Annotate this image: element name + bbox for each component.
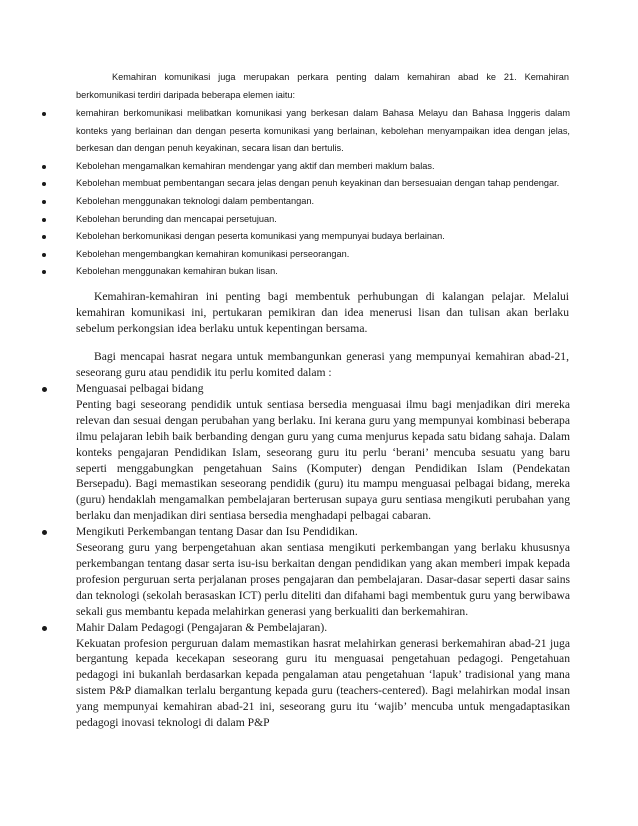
list-item: Kebolehan membuat pembentangan secara jelas dengan penuh keyakinan dan bersesuaian dengan tahap pendengar. [40,175,570,193]
list-item [40,524,570,619]
communication-skills-list [40,105,570,281]
commitment-heading: Menguasai pelbagai bidang [76,382,204,395]
intro-paragraph: Kemahiran komunikasi juga merupakan perkara penting dalam kemahiran abad ke 21. Kemahiran berkomunikasi terdiri daripada beberapa elemen iaitu: [76,72,569,100]
list-item [40,381,570,524]
commitment-heading: Mengikuti Perkembangan tentang Dasar dan Isu Pendidikan. [76,525,358,539]
paragraph-hasrat: Bagi mencapai hasrat negara untuk membangunkan generasi yang mempunyai kemahiran abad-21, seseorang guru atau pendidik itu perlu komited dalam : [76,350,569,379]
list-item [40,620,570,731]
teacher-commitments-list [40,381,570,731]
commitment-heading: Mahir Dalam Pedagogi (Pengajaran & Pembelajaran). [76,620,328,634]
list-item: Kebolehan menggunakan kemahiran bukan lisan. [40,263,570,281]
list-item: Kebolehan mengamalkan kemahiran mendengar yang aktif dan memberi maklum balas. [40,158,570,176]
list-item: Kebolehan mengembangkan kemahiran komunikasi perseorangan. [40,246,570,264]
list-item: Kebolehan berkomunikasi dengan peserta komunikasi yang mempunyai budaya berlainan. [40,228,570,246]
commitment-body: Kekuatan profesion perguruan dalam memastikan hasrat melahirkan generasi berkemahiran abad-21 juga bergantung kepada kecekapan seseorang guru itu menguasai pengetahuan pedagogi. Pengetahuan pedagogi ini bukanlah berdasarkan kepada pengalaman atau pengetahuan ‘lapuk’ tradisional yang mana sistem P&P diamalkan terlalu bergantung kepada guru (teachers-centered). Bagi melahirkan modal insan yang mempunyai kemahiran abad-21 ini, seseorang guru itu ‘wajib’ mencuba untuk mengadaptasikan pedagogi inovasi teknologi di dalam P&P [76,636,570,730]
list-item: Kebolehan menggunakan teknologi dalam pembentangan. [40,193,570,211]
commitment-body: Penting bagi seseorang pendidik untuk sentiasa bersedia menguasai ilmu bagi menjadikan diri mereka relevan dan sesuai dengan perubahan yang berlaku. Ini kerana guru yang mempunyai kombinasi beberapa ilmu pelajaran lebih baik berbanding dengan guru yang cuma menjurus kepada satu bidang sahaja. Dalam konteks pengajaran Pendidikan Islam, seseorang guru itu perlu ‘berani’ mencuba sesuatu yang baru seperti menggabungkan pengetahuan Sains (Komputer) dengan Pendidikan Islam (Pendekatan Bersepadu). Bagi memastikan seseorang pendidik (guru) itu mampu menguasai pelbagai bidang, mereka (guru) hendaklah mengamalkan pembelajaran berterusan supaya guru sentiasa mengikuti perubahan yang berlaku dan menjadikan diri sentiasa bersedia menghadapi pelbagai cabaran. [76,397,570,523]
list-item: kemahiran berkomunikasi melibatkan komunikasi yang berkesan dalam Bahasa Melayu dan Bahasa Inggeris dalam konteks yang berlainan dan dengan peserta komunikasi yang berlainan, kebolehan menyampaikan idea dengan jelas, berkesan dan dengan penuh keyakinan, secara lisan dan bertulis. [40,105,570,158]
paragraph-kemahiran: Kemahiran-kemahiran ini penting bagi membentuk perhubungan di kalangan pelajar. Melalui kemahiran komunikasi ini, pertukaran pemikiran dan idea menerusi lisan dan tulisan akan berlaku sebelum perkongsian idea berlaku untuk kepentingan bersama. [76,290,569,335]
intro-section [76,69,569,104]
commitment-body: Seseorang guru yang berpengetahuan akan sentiasa mengikuti perkembangan yang berlaku khususnya perkembangan tentang dasar serta isu-isu berkaitan dengan pendidikan yang akan memberi impak kepada profesion perguruan serta perjalanan proses pengajaran dan pembelajaran. Dasar-dasar seperti dasar sains dan teknologi (sekolah berasaskan ICT) perlu diteliti dan difahami bagi membentuk guru yang berwibawa sekali gus membantu kepada melahirkan generasi yang berkualiti dan berkemahiran. [76,541,570,618]
list-item: Kebolehan berunding dan mencapai persetujuan. [40,211,570,229]
